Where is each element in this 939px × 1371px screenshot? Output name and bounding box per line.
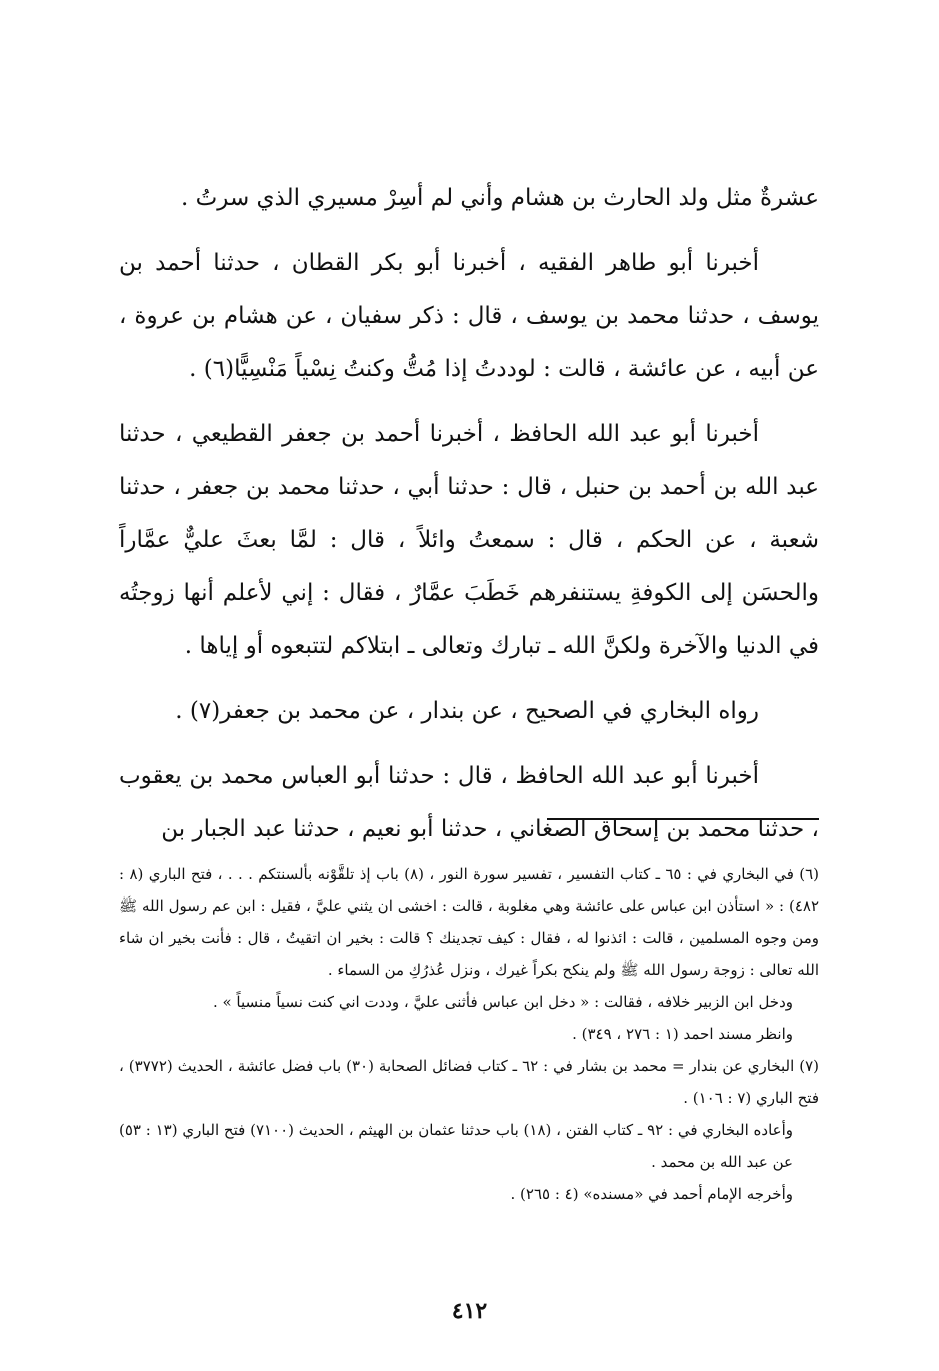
paragraph-5: أخبرنا أبو عبد الله الحافظ ، قال : حدثنا أبو العباس محمد بن يعقوب ، حدثنا محمد بن إسحاق الصغاني ، حدثنا أبو نعيم ، حدثنا عبد الجبار بن xyxy=(119,763,819,842)
footnote-7-main: (٧) البخاري عن بندار = محمد بن بشار في : ٦٢ ـ كتاب فضائل الصحابة (٣٠) باب فضل عائشة ، الحديث (٣٧٧٢) ، فتح الباري (٧ : ١٠٦) . xyxy=(119,1057,820,1107)
footnote-7-reference: وأخرجه الإمام أحمد في «مسنده» (٤ : ٢٦٥) . xyxy=(510,1185,793,1203)
footnote-6-continuation: ودخل ابن الزبير خلافه ، فقالت : « دخل ابن عباس فأثنى عليَّ ، وددت اني كنت نسياً منسياً » . xyxy=(212,993,793,1011)
page-number: ٤١٢ xyxy=(451,1298,488,1324)
footnote-6-reference: وانظر مسند احمد (١ : ٢٧٦ ، ٣٤٩) . xyxy=(572,1025,793,1043)
main-text xyxy=(119,172,819,868)
footnote-7-continuation: وأعاده البخاري في : ٩٢ ـ كتاب الفتن ، (١٨) باب حدثنا عثمان بن الهيثم ، الحديث (٧١٠٠) فتح الباري (١٣ : ٥٣) عن عبد الله بن محمد . xyxy=(119,1121,794,1171)
paragraph-2: أخبرنا أبو طاهر الفقيه ، أخبرنا أبو بكر القطان ، حدثنا أحمد بن يوسف ، حدثنا محمد بن يوسف ، قال : ذكر سفيان ، عن هشام بن عروة ، عن أبيه ، عن عائشة ، قالت : لوددتُ إذا مُتُّ وكنتُ نِسْياً مَنْسِيًّا(٦) . xyxy=(119,250,819,382)
paragraph-4: رواه البخاري في الصحيح ، عن بندار ، عن محمد بن جعفر(٧) . xyxy=(175,698,759,724)
footnote-separator xyxy=(547,818,819,820)
footnotes xyxy=(119,858,819,1210)
paragraph-1: عشرةٌ مثل ولد الحارث بن هشام وأني لم أسِرْ مسيري الذي سرتُ . xyxy=(180,185,819,211)
paragraph-3: أخبرنا أبو عبد الله الحافظ ، أخبرنا أحمد بن جعفر القطيعي ، حدثنا عبد الله بن أحمد بن حنبل ، قال : حدثنا أبي ، حدثنا محمد بن جعفر ، حدثنا شعبة ، عن الحكم ، قال : سمعتُ وائلاً ، قال : لمَّا بعثَ عليٌّ عمَّاراً والحسَن إلى الكوفةِ يستنفرهم خَطَبَ عمَّارٌ ، فقال : إني لأعلم أنها زوجتُه في الدنيا والآخرة ولكنَّ الله ـ تبارك وتعالى ـ ابتلاكم لتتبعوه أو إياها . xyxy=(119,421,819,659)
footnote-6-main: (٦) في البخاري في : ٦٥ ـ كتاب التفسير ، تفسير سورة النور ، (٨) باب إذ تلقَّوْنه بألسنتكم . . . ، فتح الباري (٨ : ٤٨٢) : « استأذن ابن عباس على عائشة وهي مغلوبة ، قالت : اخشى ان يثني عليَّ ، فقيل : ابن عم رسول الله ﷺ ومن وجوه المسلمين ، قالت : ائذنوا له ، فقال : كيف تجدينك ؟ قالت : بخير ان اتقيتُ ، قال : فأنت بخير ان شاء الله تعالى : زوجة رسول الله ﷺ ولم ينكح بكراً غيرك ، ونزل عُذرُكِ من السماء . xyxy=(119,865,820,979)
